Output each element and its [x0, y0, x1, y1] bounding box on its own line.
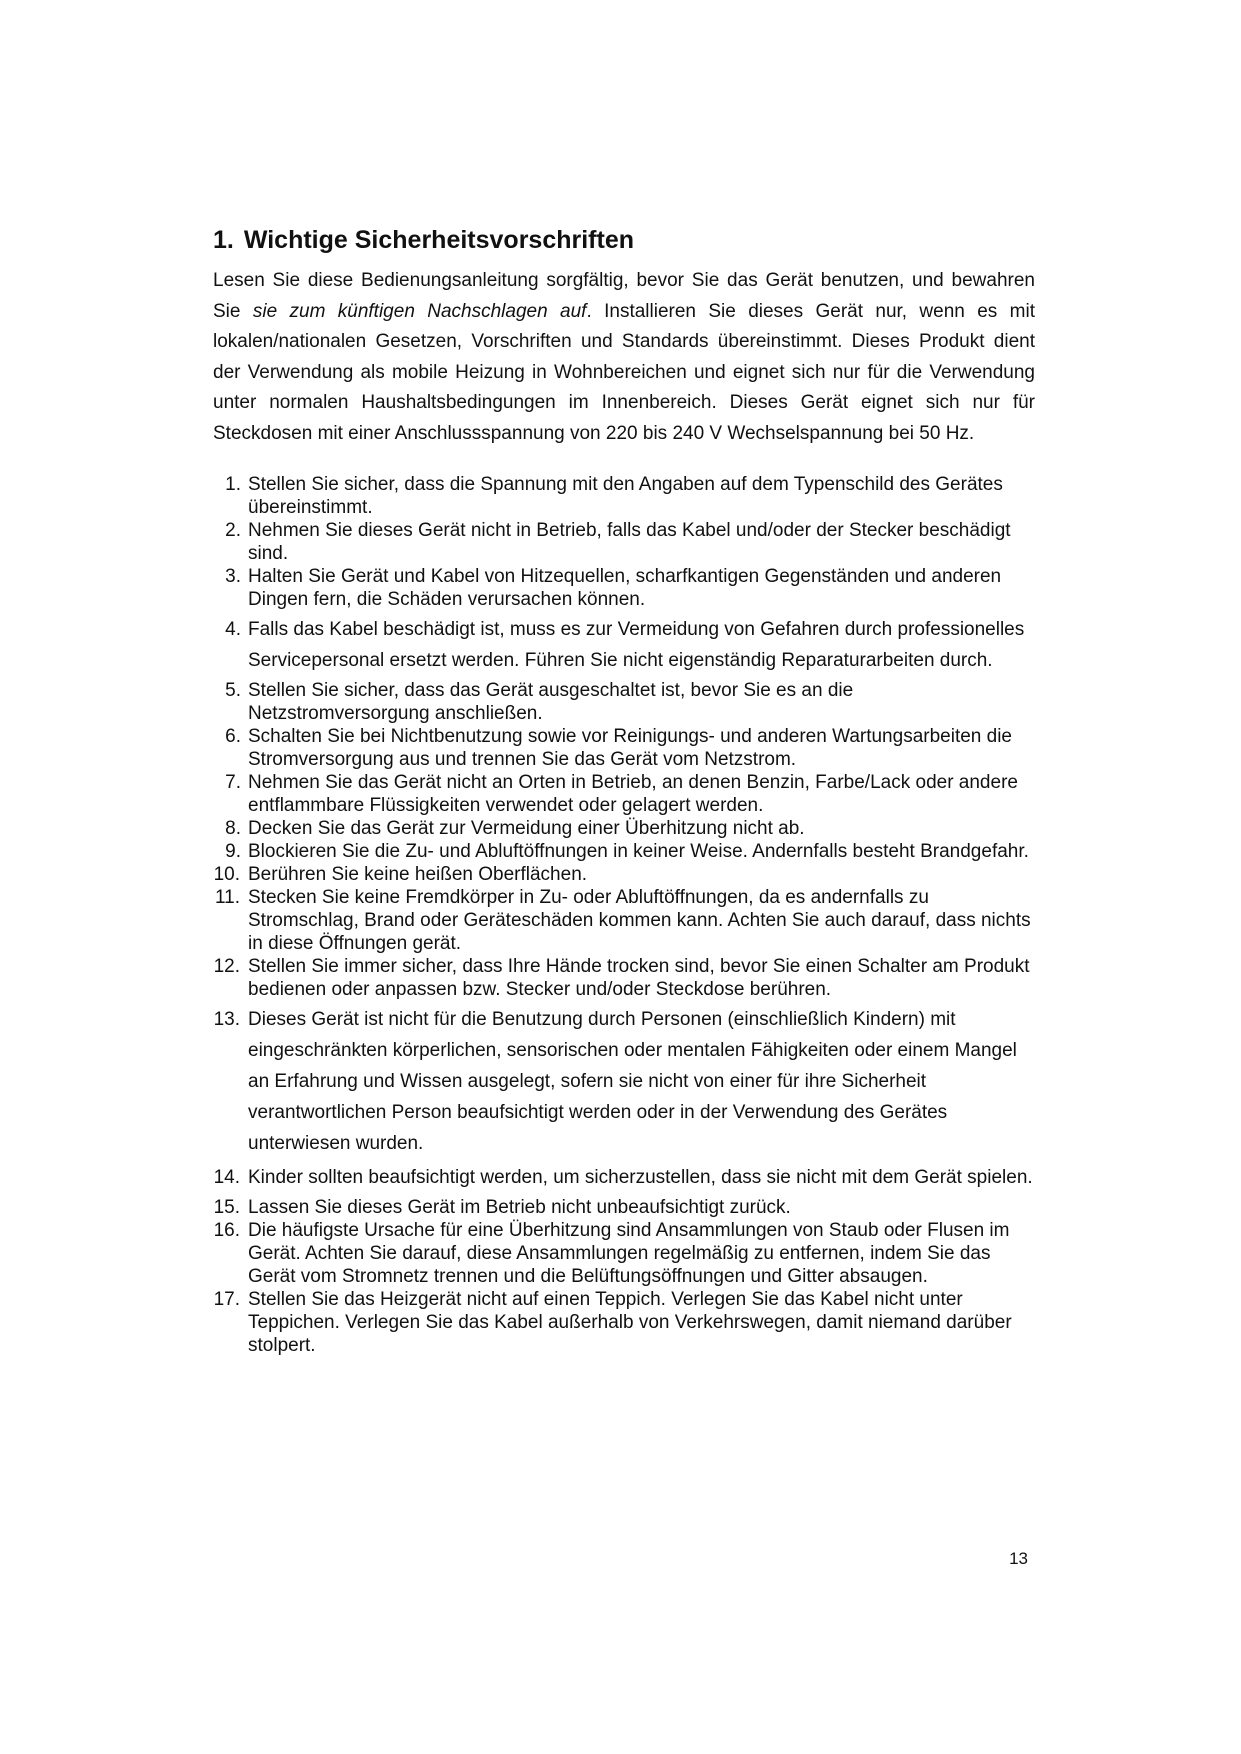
list-item [213, 955, 1035, 1001]
list-item [213, 725, 1035, 771]
page-content [213, 224, 1035, 1357]
list-item-text: Dieses Gerät ist nicht für die Benutzung durch Personen (einschließlich Kindern) mit eingeschränkten körperlichen, sensorischen oder mentalen Fähigkeiten oder einem Mangel an Erfahrung und Wissen ausgelegt, sofern sie nicht von einer für ihre Sicherheit verantwortlichen Person beaufsichtigt werden oder in der Verwendung des Gerätes unterwiesen wurden. [248, 1009, 1017, 1154]
list-item-number: 1. [225, 474, 241, 495]
list-item-text: Berühren Sie keine heißen Oberflächen. [248, 864, 588, 885]
list-item-text: Nehmen Sie dieses Gerät nicht in Betrieb, falls das Kabel und/oder der Stecker beschädigt sind. [248, 520, 1011, 564]
list-item-text: Halten Sie Gerät und Kabel von Hitzequellen, scharfkantigen Gegenständen und anderen Dingen fern, die Schäden verursachen können. [248, 566, 1002, 610]
list-item [213, 1219, 1035, 1288]
list-item [213, 1288, 1035, 1357]
list-item-number: 10. [213, 864, 240, 885]
section-heading [213, 224, 1035, 256]
list-item-text: Decken Sie das Gerät zur Vermeidung einer Überhitzung nicht ab. [248, 818, 805, 839]
list-item [213, 473, 1035, 519]
list-item [213, 519, 1035, 565]
list-item-number: 4. [225, 619, 241, 640]
intro-text-start: Lesen Sie diese Bedienungsanleitung sorgfältig, bevor Sie das Gerät benutzen, und bewahren Sie [213, 270, 1035, 322]
list-item-number: 14. [213, 1167, 240, 1188]
list-item [213, 1196, 1035, 1219]
list-item-text: Die häufigste Ursache für eine Überhitzung sind Ansammlungen von Staub oder Flusen im Gerät. Achten Sie darauf, diese Ansammlungen regelmäßig zu entfernen, indem Sie das Gerät vom Stromnetz trennen und die Belüftungsöffnungen und Gitter absaugen. [248, 1220, 1010, 1287]
list-item-number: 6. [225, 726, 241, 747]
list-item [213, 1162, 1035, 1193]
list-item-number: 5. [225, 680, 241, 701]
list-item-text: Blockieren Sie die Zu- und Abluftöffnungen in keiner Weise. Andernfalls besteht Brandgefahr. [248, 841, 1029, 862]
section-title: Wichtige Sicherheitsvorschriften [243, 226, 635, 254]
list-item-text: Stellen Sie das Heizgerät nicht auf einen Teppich. Verlegen Sie das Kabel nicht unter Teppichen. Verlegen Sie das Kabel außerhalb von Verkehrswegen, damit niemand darüber stolpert. [248, 1289, 1012, 1356]
list-item [213, 1004, 1035, 1159]
list-item [213, 565, 1035, 611]
list-item-number: 12. [213, 956, 240, 977]
intro-text-italic: sie zum künftigen Nachschlagen auf [252, 300, 587, 322]
page-number: 13 [1009, 1549, 1028, 1568]
list-item-number: 13. [213, 1009, 240, 1030]
list-item [213, 840, 1035, 863]
list-item-number: 11. [214, 887, 240, 908]
list-item-number: 2. [225, 520, 241, 541]
section-number: 1. [213, 226, 234, 254]
list-item-text: Stellen Sie sicher, dass das Gerät ausgeschaltet ist, bevor Sie es an die Netzstromversorgung anschließen. [248, 680, 854, 724]
list-item-text: Schalten Sie bei Nichtbenutzung sowie vor Reinigungs- und anderen Wartungsarbeiten die Stromversorgung aus und trennen Sie das Gerät vom Netzstrom. [248, 726, 1012, 770]
list-item-text: Nehmen Sie das Gerät nicht an Orten in Betrieb, an denen Benzin, Farbe/Lack oder andere entflammbare Flüssigkeiten verwendet oder gelagert werden. [248, 772, 1018, 816]
list-item-text: Stecken Sie keine Fremdkörper in Zu- oder Abluftöffnungen, da es andernfalls zu Stromschlag, Brand oder Geräteschäden kommen kann. Achten Sie auch darauf, dass nichts in diese Öffnungen gerät. [248, 887, 1031, 954]
list-item-number: 7. [225, 772, 241, 793]
list-item-number: 9. [225, 841, 241, 862]
list-item [213, 817, 1035, 840]
intro-text-end: . Installieren Sie dieses Gerät nur, wenn es mit lokalen/nationalen Gesetzen, Vorschriften und Standards übereinstimmt. Dieses Produkt dient der Verwendung als mobile Heizung in Wohnbereichen und eignet sich nur für die Verwendung unter normalen Haushaltsbedingungen im Innenbereich. Dieses Gerät eignet sich nur für Steckdosen mit einer Anschlussspannung von 220 bis 240 V Wechselspannung bei 50 Hz. [213, 300, 1035, 444]
list-item-number: 17. [213, 1289, 240, 1310]
list-item-text: Kinder sollten beaufsichtigt werden, um sicherzustellen, dass sie nicht mit dem Gerät spielen. [248, 1167, 1033, 1188]
list-item [213, 614, 1035, 676]
list-item-number: 8. [225, 818, 241, 839]
list-item [213, 771, 1035, 817]
list-item [213, 886, 1035, 955]
intro-paragraph [213, 266, 1035, 449]
safety-instructions-list [213, 473, 1035, 1357]
list-item-number: 3. [225, 566, 241, 587]
list-item-text: Falls das Kabel beschädigt ist, muss es zur Vermeidung von Gefahren durch professionelles Servicepersonal ersetzt werden. Führen Sie nicht eigenständig Reparaturarbeiten durch. [248, 619, 1025, 671]
list-item [213, 679, 1035, 725]
list-item-number: 16. [213, 1220, 240, 1241]
list-item-text: Stellen Sie immer sicher, dass Ihre Hände trocken sind, bevor Sie einen Schalter am Produkt bedienen oder anpassen bzw. Stecker und/oder Steckdose berühren. [248, 956, 1030, 1000]
list-item-text: Lassen Sie dieses Gerät im Betrieb nicht unbeaufsichtigt zurück. [248, 1197, 791, 1218]
list-item-text: Stellen Sie sicher, dass die Spannung mit den Angaben auf dem Typenschild des Gerätes übereinstimmt. [248, 474, 1003, 518]
list-item [213, 863, 1035, 886]
list-item-number: 15. [213, 1197, 240, 1218]
